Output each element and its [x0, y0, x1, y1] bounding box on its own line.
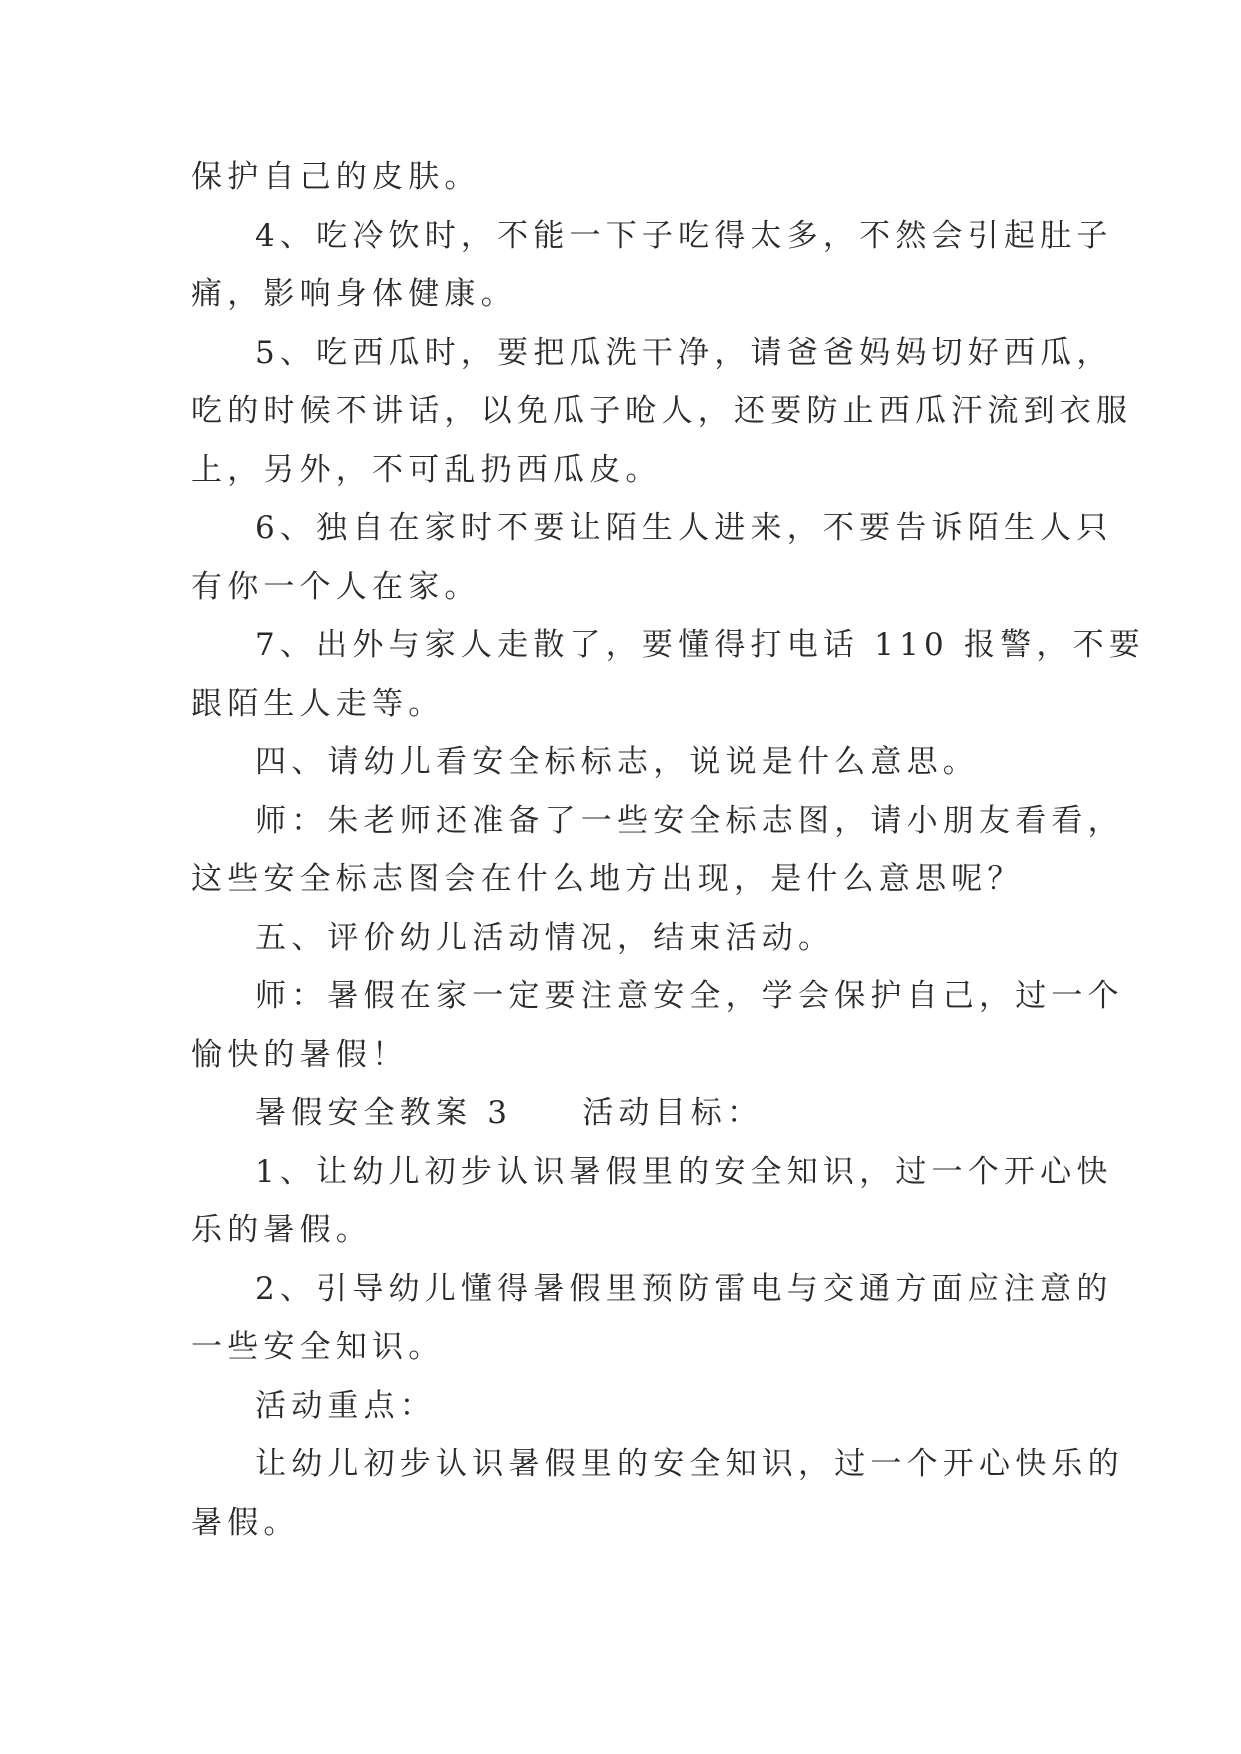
- section-heading: 四、请幼儿看安全标标志，说说是什么意思。: [255, 744, 979, 780]
- text-line: 暑假。: [191, 1504, 300, 1541]
- text-line: 4、吃冷饮时，不能一下子吃得太多，不然会引起肚子: [255, 217, 1113, 254]
- text-line: 1、让幼儿初步认识暑假里的安全知识，过一个开心快: [255, 1153, 1113, 1190]
- lesson-title-line: [191, 1084, 1061, 1143]
- text-line: 一些安全知识。: [191, 1329, 445, 1365]
- section-heading: 活动重点：: [255, 1387, 436, 1424]
- text-line: 保护自己的皮肤。: [191, 159, 481, 195]
- text-line: 乐的暑假。: [191, 1212, 372, 1248]
- text-line: 让幼儿初步认识暑假里的安全知识，过一个开心快乐的: [255, 1446, 1124, 1482]
- text-line: 7、出外与家人走散了，要懂得打电话 110 报警，不要: [255, 627, 1145, 663]
- document-body: [191, 148, 1145, 1552]
- text-line: 这些安全标志图会在什么地方出现，是什么意思呢？: [191, 861, 1024, 897]
- text-line: 上，另外，不可乱扔西瓜皮。: [191, 451, 662, 488]
- text-line: 2、引导幼儿懂得暑假里预防雷电与交通方面应注意的: [255, 1270, 1113, 1307]
- text-line: 6、独自在家时不要让陌生人进来，不要告诉陌生人只: [255, 510, 1113, 546]
- text-line: 5、吃西瓜时，要把瓜洗干净，请爸爸妈妈切好西瓜，: [255, 334, 1113, 371]
- lesson-title: 暑假安全教案 3: [255, 1095, 513, 1131]
- section-heading: 五、评价幼儿活动情况，结束活动。: [255, 919, 835, 956]
- text-line: 有你一个人在家。: [191, 568, 481, 605]
- text-line: 师：朱老师还准备了一些安全标志图，请小朋友看看，: [255, 802, 1124, 839]
- objectives-heading: 活动目标：: [582, 1095, 764, 1131]
- text-line: 师：暑假在家一定要注意安全，学会保护自己，过一个: [255, 978, 1124, 1014]
- text-line: 愉快的暑假！: [191, 1036, 409, 1073]
- text-line: 痛，影响身体健康。: [191, 276, 517, 312]
- text-line: 跟陌生人走等。: [191, 685, 445, 722]
- text-line: 吃的时候不讲话，以免瓜子呛人，还要防止西瓜汗流到衣服: [191, 393, 1133, 429]
